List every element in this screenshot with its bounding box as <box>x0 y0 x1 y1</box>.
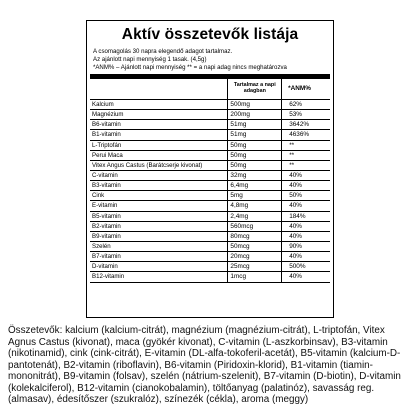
row-name: Magnézium <box>92 111 124 119</box>
intro-line: A csomagolás 30 napra elegendő adagot tartalmaz. <box>93 48 233 55</box>
intro-line: Az ajánlott napi mennyiség 1 tasak. (4,5g) <box>93 56 207 63</box>
row-amount: 1mcg <box>227 272 282 281</box>
row-amount: 51mg <box>227 120 282 129</box>
label-title: Aktív összetevők listája <box>121 26 299 43</box>
table-row <box>90 252 330 262</box>
table-row <box>90 272 330 282</box>
row-rda: ** <box>289 151 295 159</box>
row-name: B6-vitamin <box>92 121 121 129</box>
row-amount: 25mcg <box>227 262 282 271</box>
row-name: B9-vitamin <box>92 232 121 240</box>
row-rda: ** <box>289 141 295 149</box>
row-rda: 40% <box>289 202 302 210</box>
ingredients-table <box>90 79 330 283</box>
row-rda: 3642% <box>289 121 310 129</box>
row-name: Perui Maca <box>92 151 123 159</box>
row-amount: 20mcg <box>227 252 282 261</box>
row-name: B7-vitamin <box>92 253 121 261</box>
table-row <box>90 201 330 211</box>
row-rda: 90% <box>289 242 302 250</box>
table-row <box>90 212 330 222</box>
table-row <box>90 222 330 232</box>
table-row <box>90 141 330 151</box>
row-amount: 51mg <box>227 130 282 139</box>
table-row <box>90 120 330 130</box>
header-amount: Tartalmaz a napi adagban <box>227 79 282 99</box>
row-name: D-vitamin <box>92 263 118 271</box>
table-row <box>90 151 330 161</box>
row-rda: 50% <box>289 192 302 200</box>
row-rda: 40% <box>289 222 302 230</box>
row-amount: 50mg <box>227 151 282 160</box>
row-name: B12-vitamin <box>92 273 125 281</box>
row-amount: 32mg <box>227 171 282 180</box>
table-row <box>90 181 330 191</box>
row-amount: 50mg <box>227 161 282 170</box>
row-rda: 4636% <box>289 131 310 139</box>
row-rda: ** <box>289 161 295 169</box>
row-amount: 560mcg <box>227 222 282 231</box>
table-row <box>90 100 330 110</box>
row-name: Vitex Angus Castus (Barátcserje kivonat) <box>92 161 203 169</box>
row-amount: 80mcg <box>227 232 282 241</box>
table-header <box>90 79 330 100</box>
table-row <box>90 242 330 252</box>
row-name: C-vitamin <box>92 171 118 179</box>
row-rda: 40% <box>289 232 302 240</box>
label-intro <box>93 48 333 72</box>
row-rda: 184% <box>289 212 306 220</box>
table-row <box>90 262 330 272</box>
row-rda: 40% <box>289 171 302 179</box>
row-amount: 2,4mg <box>227 212 282 221</box>
intro-line: *ANM% – Ajánlott napi mennyiség ** = a napi adag nincs meghatározva <box>93 64 287 71</box>
table-row <box>90 161 330 171</box>
row-name: B2-vitamin <box>92 222 121 230</box>
ingredients-text: Összetevők: kalcium (kalcium-citrát), magnézium (magnézium-citrát), L-triptofán, Vitex Agnus Castus (kivonat), maca (gyökér kivonat), C-vitamin (L-aszkorbinsav), B3-vitamin (nikotinamid), cink (cink-citrát), E-vitamin (DL-alfa-tokoferil-acetát), B5-vitamin (kalcium-D-pantotenát), B2-vitamin (riboflavin), B6-vitamin (Piridoxin-klorid), B1-vitamin (tiamin-mononitrát), B9-vitamin (folsav), szelén (nátrium-szelenit), B7-vitamin (D-biotin), D-vitamin (kolekalciferol), B12-vitamin (cianokobalamin), töltőanyag (palatinóz), savasság reg. (almasav), édesítőszer (szukralóz), színezék (cékla), aroma (meggy) <box>8 325 401 405</box>
nutrition-label-panel <box>86 20 334 318</box>
row-name: E-vitamin <box>92 202 118 210</box>
row-name: L-Triptofán <box>92 141 122 149</box>
table-row <box>90 191 330 201</box>
table-row <box>90 130 330 140</box>
header-blank-cell <box>90 79 227 99</box>
row-name: Szelén <box>92 242 111 250</box>
table-row <box>90 171 330 181</box>
row-rda: 500% <box>289 263 306 271</box>
row-name: Kalcium <box>92 101 114 108</box>
table-row <box>90 110 330 120</box>
row-amount: 5mg <box>227 191 282 200</box>
table-row <box>90 232 330 242</box>
table-body <box>90 100 330 283</box>
row-rda: 40% <box>289 182 302 190</box>
row-name: B5-vitamin <box>92 212 121 220</box>
row-amount: 200mg <box>227 110 282 119</box>
header-rda: *ANM% <box>288 85 311 92</box>
row-amount: 4,8mg <box>227 201 282 210</box>
row-rda: 62% <box>289 101 302 108</box>
row-rda: 53% <box>289 111 302 119</box>
row-amount: 50mcg <box>227 242 282 251</box>
row-amount: 50mg <box>227 141 282 150</box>
row-amount: 6,4mg <box>227 181 282 190</box>
row-name: B3-vitamin <box>92 182 121 190</box>
row-rda: 40% <box>289 253 302 261</box>
row-rda: 40% <box>289 273 302 281</box>
row-name: Cink <box>92 192 105 200</box>
row-name: B1-vitamin <box>92 131 121 139</box>
row-amount: 500mg <box>227 100 282 109</box>
